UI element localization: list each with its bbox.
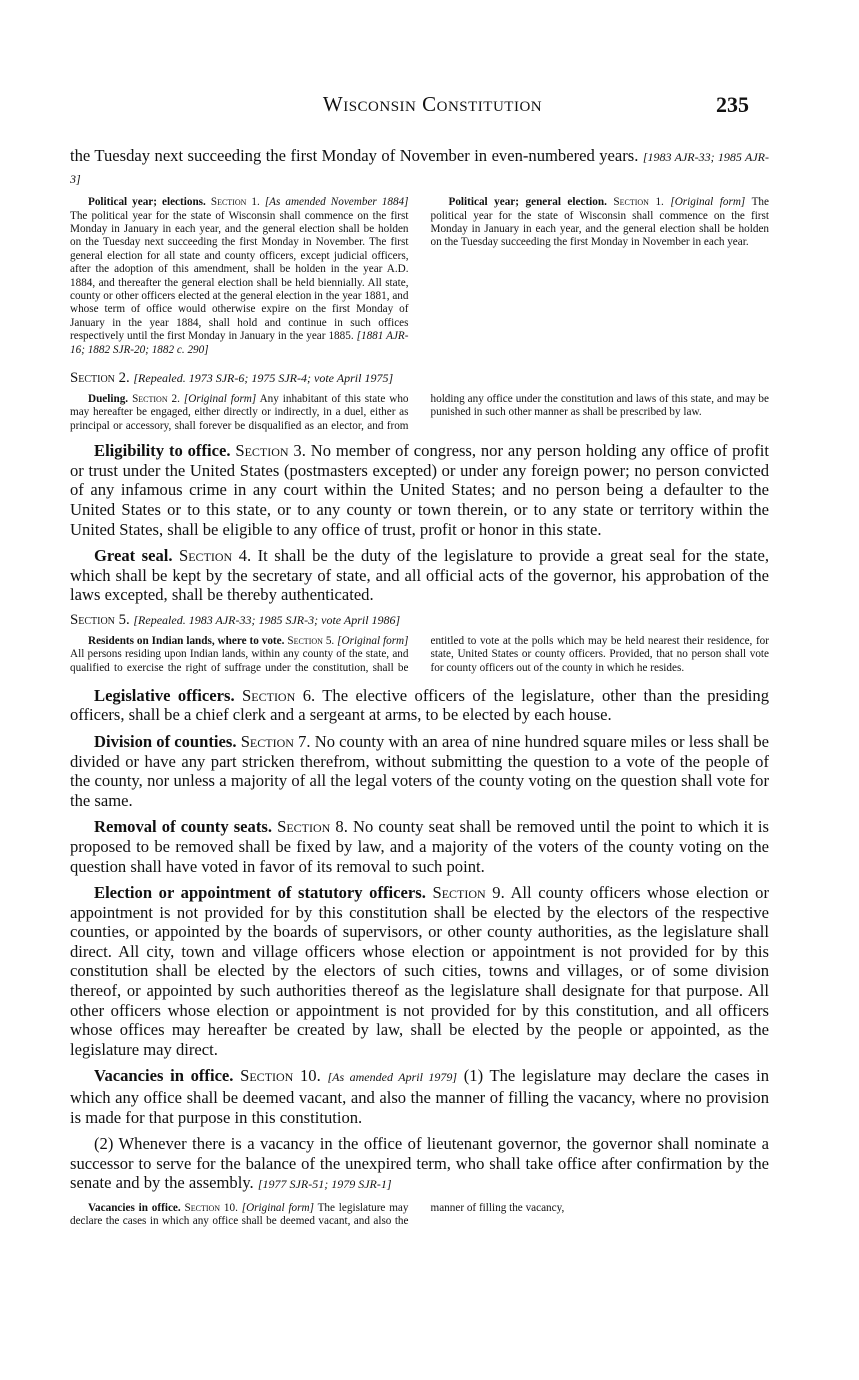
note-residents — [70, 635, 769, 678]
note-column-left — [70, 196, 409, 362]
section-label: Section 10. — [240, 1066, 321, 1086]
note-column-right — [431, 196, 770, 362]
note-dueling — [70, 393, 769, 433]
running-title: Wisconsin Constitution — [322, 92, 543, 116]
section-label: Section 7. — [240, 731, 311, 751]
note-heading: Vacancies in office. — [88, 1202, 181, 1214]
section-text: No member of congress, nor any person holding any office of profit or trust under the United States (postmasters excepted) or under any foreign power; no person convicted of any infamous crime in any court within the United States; and no person being a defaulter to the United States or to this state, or to any county or town therein, or to any state or territory within the United States, shall be eligible to any office of trust, profit or honor in this state. — [70, 441, 769, 539]
note-section-label: Section 10. — [184, 1202, 238, 1214]
note-heading: Political year; general election. — [448, 196, 607, 209]
section-label: Section 4. — [179, 546, 252, 566]
section-text: All county officers whose election or appointment is not provided for by this constitution shall be elected by the electors of the respective counties, or appointed by the boards of supervisors, or other county authorities, as the legislature shall direct. All city, town and village officers whose election or appointment is not provided for by this constitution shall be elected by the electors of such cities, towns and villages, or of some division thereof, or appointed by such authorities thereof as the legislature shall designate for that purpose. All other officers whose election or appointment is not provided for by this constitution, and all officers whose offices may hereafter be created by law, shall be elected by the people or appointed, as the legislature may direct. — [70, 883, 769, 1059]
page-header — [70, 92, 749, 122]
note-heading: Dueling. — [88, 393, 129, 406]
section-label: Section 5. — [70, 612, 130, 629]
repeal-note: [Repealed. 1983 AJR-33; 1985 SJR-3; vote April 1986] — [133, 613, 401, 628]
note-citation: [1881 AJR-16; 1882 SJR-20; 1882 c. 290] — [70, 330, 409, 356]
note-column-full — [70, 393, 769, 433]
section-8 — [70, 817, 769, 876]
section-text: No county seat shall be removed until the point to which it is proposed to be removed shall be fixed by law, and a majority of the voters of the county voting on the question shall have voted in favor of its removal to such point. — [70, 817, 769, 876]
section-6 — [70, 686, 769, 725]
section-7 — [70, 732, 769, 810]
section-amended: [As amended April 1979] — [327, 1070, 458, 1085]
section-label: Section 3. — [235, 441, 306, 461]
section-label: Section 6. — [242, 685, 316, 705]
repeal-note: [Repealed. 1973 SJR-6; 1975 SJR-4; vote April 1975] — [133, 371, 394, 386]
section-label: Section 2. — [70, 370, 130, 387]
opening-citation: [1983 AJR-33; 1985 AJR-3] — [70, 150, 769, 186]
section-label: Section 9. — [432, 883, 505, 903]
note-amended: [As amended November 1884] — [264, 196, 409, 209]
section-9 — [70, 883, 769, 1059]
note-section-label: Section 1. — [210, 196, 260, 209]
note-body: Any inhabitant of this state who may hereafter be engaged, either directly or indirectly, in a duel, either as principal or accessory, shall forever be disqualified as an elector, and from holding any office under the constitution and laws of this state, and may be punished in such other manner as shall be prescribed by law. — [70, 393, 769, 432]
section-text: (2) Whenever there is a vacancy in the office of lieutenant governor, the governor shall nominate a successor to serve for the balance of the unexpired term, who shall take office after confirmation by the senate and by the assembly. — [70, 1134, 769, 1193]
note-section-label: Section 2. — [132, 393, 180, 406]
note-heading: Political year; elections. — [88, 196, 206, 209]
note-body: The legislature may declare the cases in which any office shall be deemed vacant, and also the manner of filling the vacancy, — [70, 1202, 565, 1228]
section-heading: Vacancies in office. — [94, 1066, 234, 1086]
section-heading: Eligibility to office. — [94, 441, 231, 461]
section-text: The elective officers of the legislature, other than the presiding officers, shall be a chief clerk and a sergeant at arms, to be elected by each house. — [70, 685, 769, 725]
note-general-election — [431, 196, 770, 250]
section-text: No county with an area of nine hundred square miles or less shall be divided or have any part stricken therefrom, without submitting the question to a vote of the people of the county, nor unless a majority of all the legal voters of the county voting on the question shall vote for the same. — [70, 731, 769, 810]
section-heading: Removal of county seats. — [94, 817, 272, 837]
section-10-part-2 — [70, 1134, 769, 1195]
notes-section-1 — [70, 196, 769, 362]
section-heading: Great seal. — [94, 546, 173, 566]
note-heading: Residents on Indian lands, where to vote. — [88, 635, 285, 648]
page-number: 235 — [716, 92, 749, 117]
opening-paragraph — [70, 146, 769, 189]
section-heading: Legislative officers. — [94, 685, 235, 705]
section-citation: [1977 SJR-51; 1979 SJR-1] — [257, 1177, 392, 1192]
page-content — [70, 146, 769, 1237]
note-body: The political year for the state of Wisconsin shall commence on the first Monday in January in each year, and the general election shall be holden on the Tuesday succeeding the first Monday in November in each year. — [430, 196, 769, 249]
section-5-repealed — [70, 612, 769, 629]
section-4 — [70, 546, 769, 605]
section-label: Section 8. — [277, 817, 348, 837]
note-column-full — [70, 1202, 769, 1229]
section-10-part-1 — [70, 1066, 769, 1127]
section-text: It shall be the duty of the legislature to provide a great seal for the state, which shall be kept by the secretary of state, and all official acts of the governor, his approbation of the laws excepted, shall be thereby authenticated. — [70, 546, 769, 605]
note-column-full — [70, 635, 769, 678]
note-original: [Original form] — [670, 196, 746, 209]
notes-section-10 — [70, 1202, 769, 1229]
section-text: (1) The legislature may declare the cases in which any office shall be deemed vacant, and also the manner of filling the vacancy, where no provision is made for that purpose in this constitution. — [70, 1066, 770, 1127]
notes-section-5 — [70, 635, 769, 678]
section-heading: Division of counties. — [94, 731, 237, 751]
section-heading: Election or appointment of statutory officers. — [94, 883, 426, 903]
note-political-year — [70, 196, 409, 357]
note-original: [Original form] — [337, 635, 409, 648]
notes-section-2 — [70, 393, 769, 433]
note-section-label: Section 5. — [287, 635, 335, 648]
note-section-label: Section 1. — [613, 196, 664, 209]
note-original: [Original form] — [183, 393, 257, 406]
note-original: [Original form] — [241, 1202, 314, 1214]
note-vacancies — [70, 1202, 769, 1229]
section-3 — [70, 441, 769, 539]
note-body: The political year for the state of Wisconsin shall commence on the first Monday in January in each year, and the general election shall be holden on the Tuesday next succeeding the first Monday in November. The first general election for all state and county officers, except judicial officers, after the adoption of this amendment, shall be holden in the year A.D. 1884, and thereafter the general election shall be held biennially. All state, county or other officers elected at the general election in the year 1881, and whose term of office would otherwise expire on the first Monday of January in the year 1884, shall hold and continue in such offices respectively until the first Monday in January in the year 1885. — [70, 209, 409, 343]
note-body: All persons residing upon Indian lands, within any county of the state, and qualified to exercise the right of suffrage under the constitution, shall be entitled to vote at the polls which may be held nearest their residence, for state, United States or county officers. Provided, that no person shall vote for county officers out of the county in which he resides. — [70, 635, 769, 674]
section-2-repealed — [70, 370, 769, 387]
opening-text: the Tuesday next succeeding the first Monday of November in even-numbered years. — [70, 146, 639, 165]
